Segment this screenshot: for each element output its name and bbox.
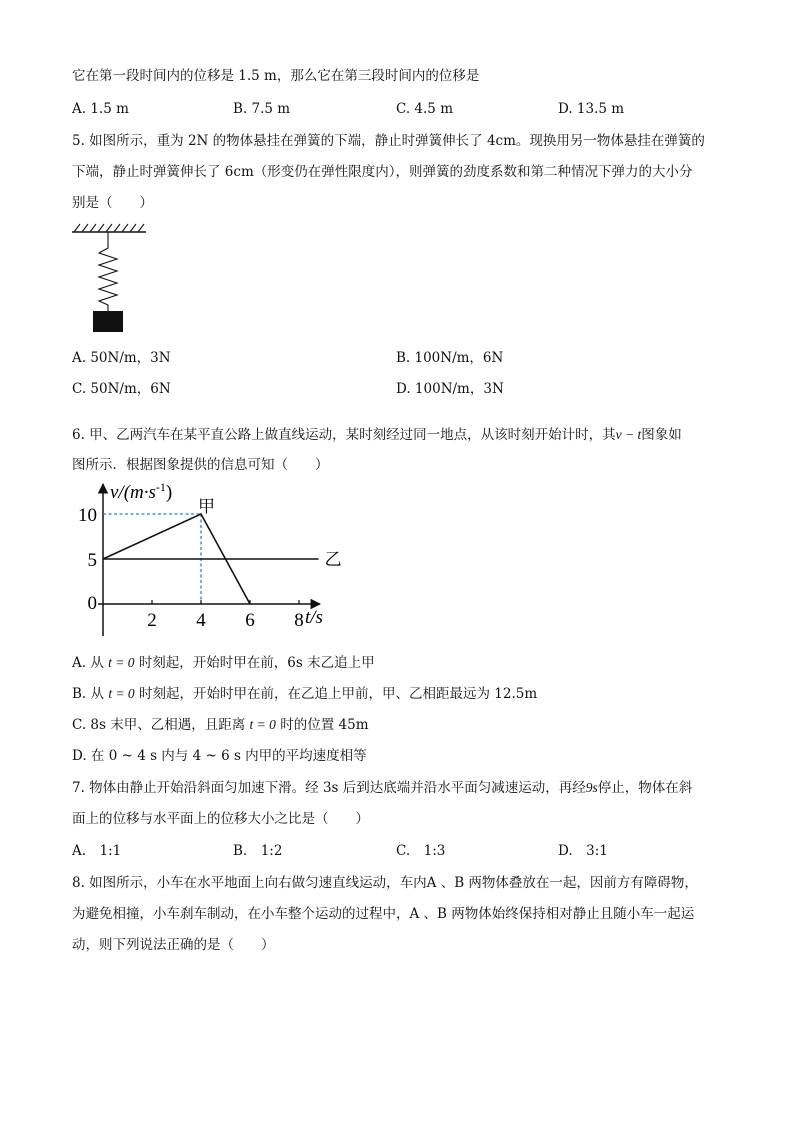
- x-tick-label: 6: [245, 610, 255, 631]
- q8-stem-line-3: 动，则下列说法正确的是（ ）: [72, 937, 275, 953]
- y-tick-label: 5: [87, 550, 97, 571]
- y-axis-label: $v/(m\cdot s^{-1})$: [110, 480, 173, 503]
- q4-stem: 它在第一段时间内的位移是 1.5 m，那么它在第三段时间内的位移是: [72, 68, 480, 84]
- x-axis-label: t/s: [305, 607, 323, 628]
- y-tick-label: 10: [78, 505, 97, 526]
- q8-stem-line-1: 8. 如图所示，小车在水平地面上向右做匀速直线运动，车内A 、B 两物体叠放在一起，因前方有障碍物，: [72, 875, 698, 891]
- q6-option-b: B. 从 t = 0 时刻起，开始时甲在前，在乙追上甲前，甲、乙相距最远为 12.5m: [72, 686, 538, 702]
- x-tick-label: 4: [196, 610, 206, 631]
- vt-graph: [72, 478, 342, 638]
- q4-option-d: D. 13.5 m: [558, 101, 625, 117]
- q7-option-b: B. 1:2: [233, 843, 283, 859]
- q4-option-a: A. 1.5 m: [72, 101, 129, 117]
- q7-stem-line-1: 7. 物体由静止开始沿斜面匀加速下滑。经 3s 后到达底端并沿水平面匀减速运动，再经9s停止，物体在斜: [72, 780, 693, 796]
- q6-stem-line-1: 6. 甲、乙两汽车在某平直公路上做直线运动，某时刻经过同一地点，从该时刻开始计时，其v − t图象如: [72, 427, 682, 443]
- hanging-block: [93, 311, 123, 332]
- q6-option-d: D. 在 0 ~ 4 s 内与 4 ~ 6 s 内甲的平均速度相等: [72, 748, 367, 764]
- q6-stem-line-2: 图所示．根据图象提供的信息可知（ ）: [72, 457, 329, 473]
- q4-option-b: B. 7.5 m: [233, 101, 291, 117]
- q7-option-d: D. 3:1: [558, 843, 608, 859]
- q5-option-b: B. 100N/m，6N: [396, 350, 504, 366]
- q5-option-c: C. 50N/m，6N: [72, 381, 171, 397]
- q4-option-c: C. 4.5 m: [396, 101, 453, 117]
- q6-option-c: C. 8s 末甲、乙相遇，且距离 t = 0 时的位置 45m: [72, 717, 369, 733]
- x-tick-label: 2: [147, 610, 157, 631]
- q7-option-a: A. 1:1: [72, 843, 122, 859]
- q8-stem-line-2: 为避免相撞，小车刹车制动，在小车整个运动的过程中，A 、B 两物体始终保持相对静止且随小车一起运: [72, 906, 695, 922]
- q7-option-c: C. 1:3: [396, 843, 446, 859]
- vt-math: v − t: [615, 427, 642, 442]
- q5-option-a: A. 50N/m，3N: [72, 350, 171, 366]
- y-tick-label: 0: [87, 593, 97, 614]
- label-jia: 甲: [198, 497, 215, 516]
- q6-option-a: A. 从 t = 0 时刻起，开始时甲在前，6s 末乙追上甲: [72, 655, 375, 671]
- label-yi: 乙: [324, 550, 342, 569]
- q5-stem-line-3: 别是（ ）: [72, 195, 153, 211]
- q5-stem-line-2: 下端，静止时弹簧伸长了 6cm（形变仍在弹性限度内），则弹簧的劲度系数和第二种情况下弹力的大小分: [72, 164, 693, 180]
- x-tick-label: 8: [294, 610, 304, 631]
- q5-stem-line-1: 5. 如图所示，重为 2N 的物体悬挂在弹簧的下端，静止时弹簧伸长了 4cm。现换用另一物体悬挂在弹簧的: [72, 133, 705, 149]
- q7-stem-line-2: 面上的位移与水平面上的位移大小之比是（ ）: [72, 811, 369, 827]
- q5-option-d: D. 100N/m，3N: [396, 381, 504, 397]
- spring-figure: [70, 222, 150, 334]
